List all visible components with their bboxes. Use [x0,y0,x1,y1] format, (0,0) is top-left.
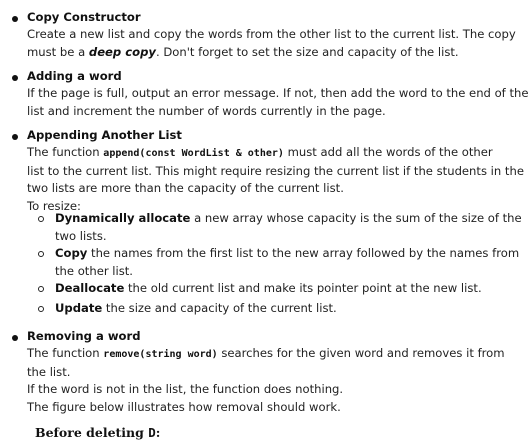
text-line [55,210,522,228]
code-remove-signature: remove(string word) [103,349,218,360]
step-keyword: Copy [55,246,88,260]
paragraph-appending-list [27,144,524,215]
text-fragment: the old current list and make its pointer point at the new list. [124,281,482,295]
text-line [55,300,465,318]
text-fragment: must add all the words of the other [283,145,493,159]
step-copy [55,245,520,280]
text-line [27,44,467,62]
text-line [27,144,493,163]
circle-bullet-icon [38,306,44,312]
caption-letter: D [148,425,156,440]
step-keyword: Update [55,301,103,315]
text-line [55,245,520,263]
text-fragment: the size and capacity of the current list. [102,301,337,315]
paragraph-copy-constructor [27,26,516,61]
step-keyword: Deallocate [55,281,125,295]
text-fragment: the names from the first list to the new array followed by the names from [87,246,520,260]
heading-copy-constructor: Copy Constructor [27,10,141,24]
text-line: the other list. [55,263,133,278]
text-line [55,280,482,298]
heading-removing-word: Removing a word [27,329,141,343]
bullet-icon [12,134,18,140]
step-update [55,300,465,318]
text-line: two lists are more than the capacity of the current list. [27,181,344,196]
text-line: list and increment the number of words currently in the page. [27,103,386,118]
bullet-icon [12,335,18,341]
paragraph-adding-word [27,85,528,120]
bullet-icon [12,16,18,22]
step-dynamically-allocate [55,210,522,245]
figure-caption [35,424,160,442]
text-fragment: searches for the given word and removes it from [217,346,505,360]
bullet-icon [12,75,18,81]
text-line [27,345,505,364]
circle-bullet-icon [38,216,44,222]
circle-bullet-icon [38,251,44,257]
text-line: If the word is not in the list, the function does nothing. [27,382,344,397]
circle-bullet-icon [38,286,44,292]
caption-suffix: : [155,425,161,440]
text-line: list to the current list. This might require resizing the current list if the students in the [27,163,524,178]
text-line: Create a new list and copy the words from the other list to the current list. The copy [27,27,516,41]
caption-label: Before deleting [35,425,149,440]
step-deallocate [55,280,482,298]
step-keyword: Dynamically allocate [55,211,191,225]
text-line: the list. [27,364,71,379]
code-append-signature: append(const WordList & other) [103,148,284,159]
emphasis-deep-copy: deep copy [88,44,156,59]
text-line: To resize: [27,198,81,213]
text-fragment: . Don't forget to set the size and capacity of the list. [155,44,459,59]
heading-adding-word: Adding a word [27,69,122,83]
text-line: If the page is full, output an error message. If not, then add the word to the end of the [27,86,528,100]
text-line: The figure below illustrates how removal should work. [27,399,341,414]
text-fragment: The function [27,145,104,159]
text-fragment: The function [27,346,104,360]
text-line: two lists. [55,228,107,243]
text-fragment: must be a [27,44,89,59]
heading-appending-list: Appending Another List [27,128,182,142]
paragraph-removing-word [27,345,505,416]
text-fragment: a new array whose capacity is the sum of the size of the [190,211,522,225]
